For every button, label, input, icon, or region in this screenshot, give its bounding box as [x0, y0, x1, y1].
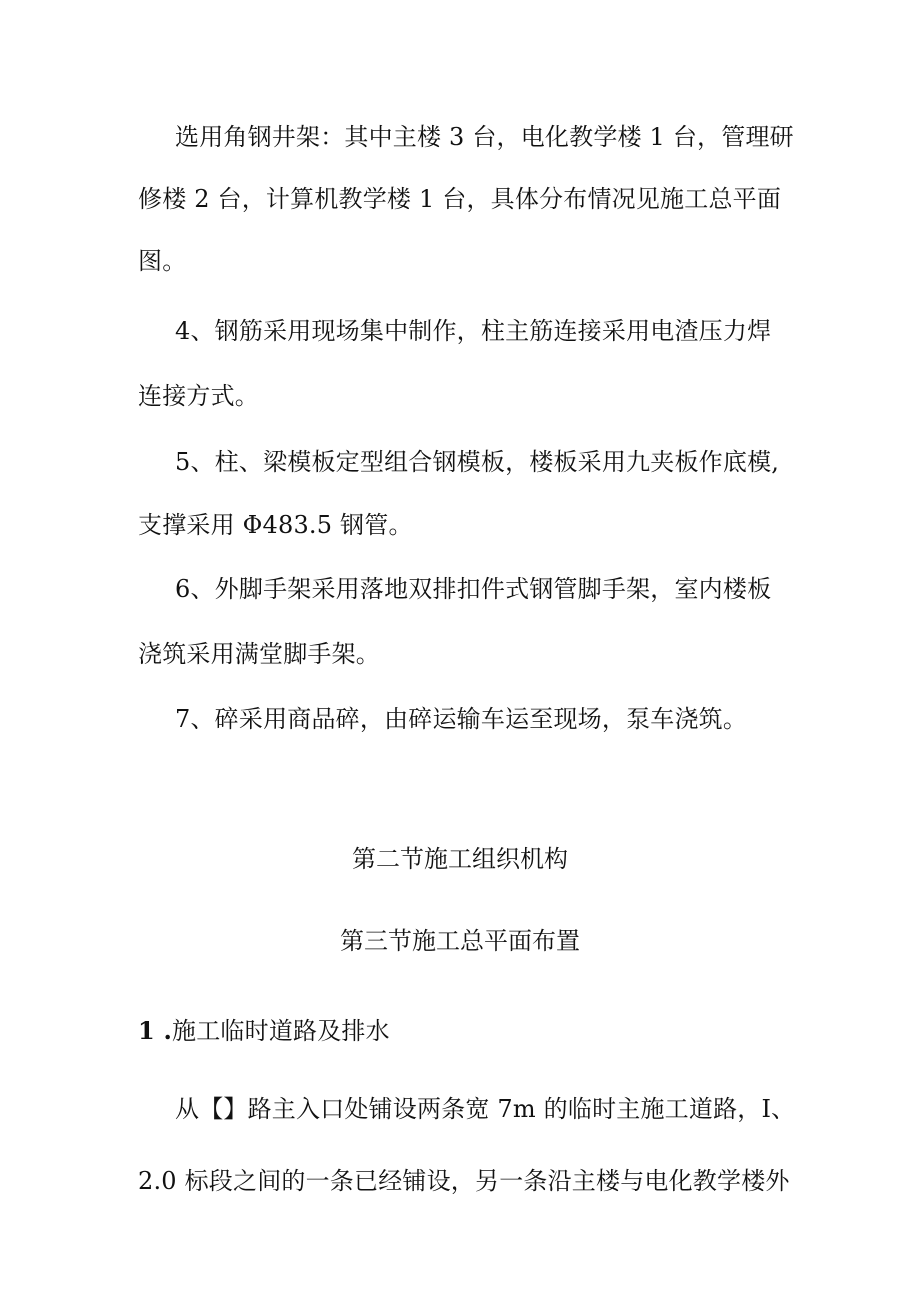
paragraph-scaffold-line-2: 浇筑采用满堂脚手架。: [138, 640, 380, 668]
section-heading-site-layout: 第三节施工总平面布置: [340, 927, 580, 955]
paragraph-hoist-line-1: 选用角钢井架：其中主楼 3 台，电化教学楼 1 台，管理研: [175, 123, 794, 151]
paragraph-formwork-line-1: 5、柱、梁模板定型组合钢模板，楼板采用九夹板作底模,: [175, 448, 780, 476]
paragraph-hoist-line-3: 图。: [138, 247, 187, 275]
paragraph-roads-line-2: 2.0 标段之间的一条已经铺设，另一条沿主楼与电化教学楼外: [138, 1167, 790, 1195]
subheading-temporary-roads: [138, 1015, 798, 1047]
paragraph-concrete-line-1: 7、碎采用商品碎，由碎运输车运至现场，泵车浇筑。: [175, 705, 748, 733]
subheading-text: 施工临时道路及排水: [172, 1017, 390, 1045]
section-heading-organization: 第二节施工组织机构: [352, 845, 568, 873]
paragraph-scaffold-line-1: 6、外脚手架采用落地双排扣件式钢管脚手架，室内楼板: [175, 575, 772, 603]
paragraph-roads-line-1: 从【】路主入口处铺设两条宽 7m 的临时主施工道路，I、: [175, 1095, 796, 1123]
paragraph-rebar-line-2: 连接方式。: [138, 382, 259, 410]
subheading-number: 1 .: [138, 1016, 173, 1045]
paragraph-formwork-line-2: 支撑采用 Φ483.5 钢管。: [138, 511, 413, 539]
paragraph-rebar-line-1: 4、钢筋采用现场集中制作，柱主筋连接采用电渣压力焊: [175, 317, 772, 345]
paragraph-hoist-line-2: 修楼 2 台，计算机教学楼 1 台，具体分布情况见施工总平面: [138, 185, 782, 213]
